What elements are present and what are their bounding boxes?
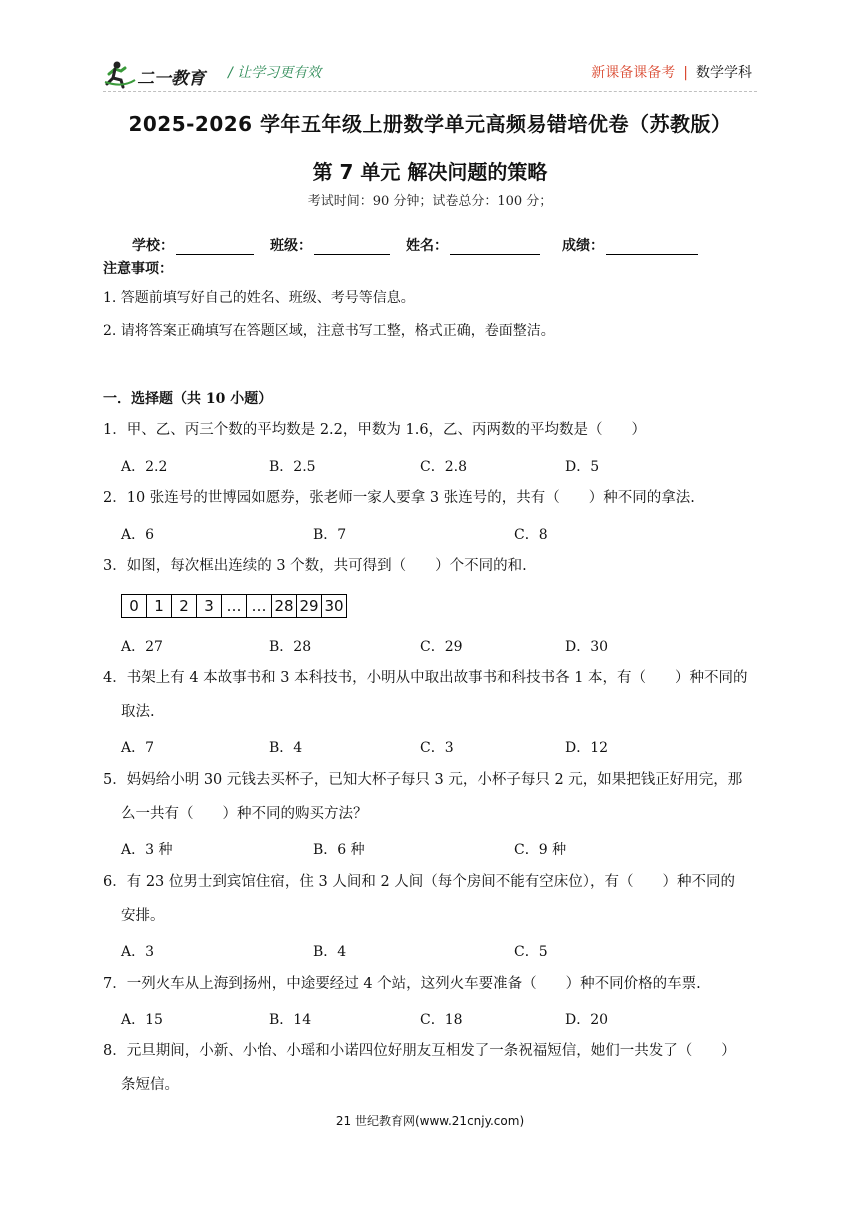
q4-option-a[interactable]: A．7 — [121, 740, 155, 756]
sequence-cell: 0 — [121, 594, 147, 618]
name-field[interactable] — [406, 235, 540, 255]
question-5-cont: 么一共有（ ）种不同的购买方法？ — [121, 806, 368, 822]
sequence-cell: 2 — [171, 594, 197, 618]
q1-option-a[interactable]: A．2.2 — [121, 459, 168, 475]
school-field[interactable] — [132, 235, 254, 255]
question-8-cont: 条短信。 — [121, 1077, 179, 1093]
question-4-cont: 取法. — [121, 704, 155, 720]
school-label: 学校： — [132, 238, 174, 254]
q5-option-b[interactable]: B．6 种 — [313, 842, 365, 858]
question-3: 3．如图，每次框出连续的 3 个数，共可得到（ ）个不同的和. — [103, 558, 527, 574]
q5-option-c[interactable]: C．9 种 — [514, 842, 567, 858]
question-5: 5．妈妈给小明 30 元钱去买杯子，已知大杯子每只 3 元，小杯子每只 2 元，如果把钱正好用完，那 — [103, 772, 743, 788]
q7-option-b[interactable]: B．14 — [269, 1012, 312, 1028]
sequence-cell: … — [246, 594, 272, 618]
class-label: 班级： — [270, 238, 312, 254]
sequence-cell: … — [221, 594, 247, 618]
q7-option-c[interactable]: C．18 — [420, 1012, 463, 1028]
q4-option-c[interactable]: C．3 — [420, 740, 454, 756]
exam-info: 考试时间：90 分钟；试卷总分：100 分； — [307, 194, 553, 209]
q1-option-b[interactable]: B．2.5 — [269, 459, 316, 475]
logo-text: 二一教育 — [137, 69, 205, 89]
q3-option-b[interactable]: B．28 — [269, 639, 312, 655]
page-footer: 21 世纪教育网(www.21cnjy.com) — [335, 1114, 525, 1128]
name-blank[interactable] — [450, 240, 540, 255]
page-title: 2025-2026 学年五年级上册数学单元高频易错培优卷（苏教版） — [128, 112, 732, 136]
q2-option-c[interactable]: C．8 — [514, 527, 548, 543]
q7-option-d[interactable]: D．20 — [565, 1012, 609, 1028]
q5-option-a[interactable]: A．3 种 — [121, 842, 173, 858]
q2-option-b[interactable]: B．7 — [313, 527, 347, 543]
question-8: 8．元旦期间，小新、小怡、小瑶和小诺四位好朋友互相发了一条祝福短信，她们一共发了（ ） — [103, 1043, 736, 1059]
score-label: 成绩： — [562, 238, 604, 254]
header-right — [591, 62, 752, 82]
question-4: 4．书架上有 4 本故事书和 3 本科技书，小明从中取出故事书和科技书各 1 本，有（ ）种不同的 — [103, 670, 748, 686]
q3-option-d[interactable]: D．30 — [565, 639, 609, 655]
class-field[interactable] — [270, 235, 390, 255]
class-blank[interactable] — [314, 240, 390, 255]
header-divider — [103, 91, 757, 92]
notice-heading: 注意事项： — [103, 261, 173, 277]
q6-option-c[interactable]: C．5 — [514, 944, 548, 960]
q6-option-a[interactable]: A．3 — [121, 944, 155, 960]
q6-option-b[interactable]: B．4 — [313, 944, 347, 960]
q1-option-c[interactable]: C．2.8 — [420, 459, 467, 475]
question-2: 2．10 张连号的世博园如愿券，张老师一家人要拿 3 张连号的，共有（ ）种不同的拿法. — [103, 490, 695, 506]
header-course-label: 新课备课备考 — [591, 65, 676, 81]
q2-option-a[interactable]: A．6 — [121, 527, 155, 543]
header-subject: 数学学科 — [696, 65, 752, 81]
score-blank[interactable] — [606, 240, 698, 255]
q3-option-a[interactable]: A．27 — [121, 639, 163, 655]
q4-option-d[interactable]: D．12 — [565, 740, 609, 756]
q4-option-b[interactable]: B．4 — [269, 740, 303, 756]
question-1: 1．甲、乙、丙三个数的平均数是 2.2，甲数为 1.6，乙、丙两数的平均数是（ ） — [103, 422, 647, 438]
question-6: 6．有 23 位男士到宾馆住宿，住 3 人间和 2 人间（每个房间不能有空床位），有（ ）种不同的 — [103, 874, 736, 890]
sequence-cell: 3 — [196, 594, 222, 618]
sequence-cell: 1 — [146, 594, 172, 618]
sequence-cell: 29 — [296, 594, 322, 618]
student-info-row — [132, 235, 698, 255]
sequence-cell: 30 — [321, 594, 347, 618]
score-field[interactable] — [562, 235, 698, 255]
section-title: 一．选择题（共 10 小题） — [103, 391, 273, 407]
question-7: 7．一列火车从上海到扬州，中途要经过 4 个站，这列火车要准备（ ）种不同价格的车票. — [103, 976, 701, 992]
name-label: 姓名： — [406, 238, 448, 254]
logo — [103, 58, 215, 90]
q7-option-a[interactable]: A．15 — [121, 1012, 163, 1028]
slogan: / 让学习更有效 — [228, 65, 322, 81]
q1-option-d[interactable]: D．5 — [565, 459, 600, 475]
notice-item: 1. 答题前填写好自己的姓名、班级、考号等信息。 — [103, 290, 415, 306]
header-separator: | — [683, 65, 688, 81]
sequence-cell: 28 — [271, 594, 297, 618]
unit-title: 第 7 单元 解决问题的策略 — [312, 160, 548, 184]
question-6-cont: 安排。 — [121, 908, 165, 924]
school-blank[interactable] — [176, 240, 254, 255]
q3-option-c[interactable]: C．29 — [420, 639, 463, 655]
notice-item: 2. 请将答案正确填写在答题区域，注意书写工整，格式正确，卷面整洁。 — [103, 323, 555, 339]
number-sequence-figure — [122, 594, 347, 618]
